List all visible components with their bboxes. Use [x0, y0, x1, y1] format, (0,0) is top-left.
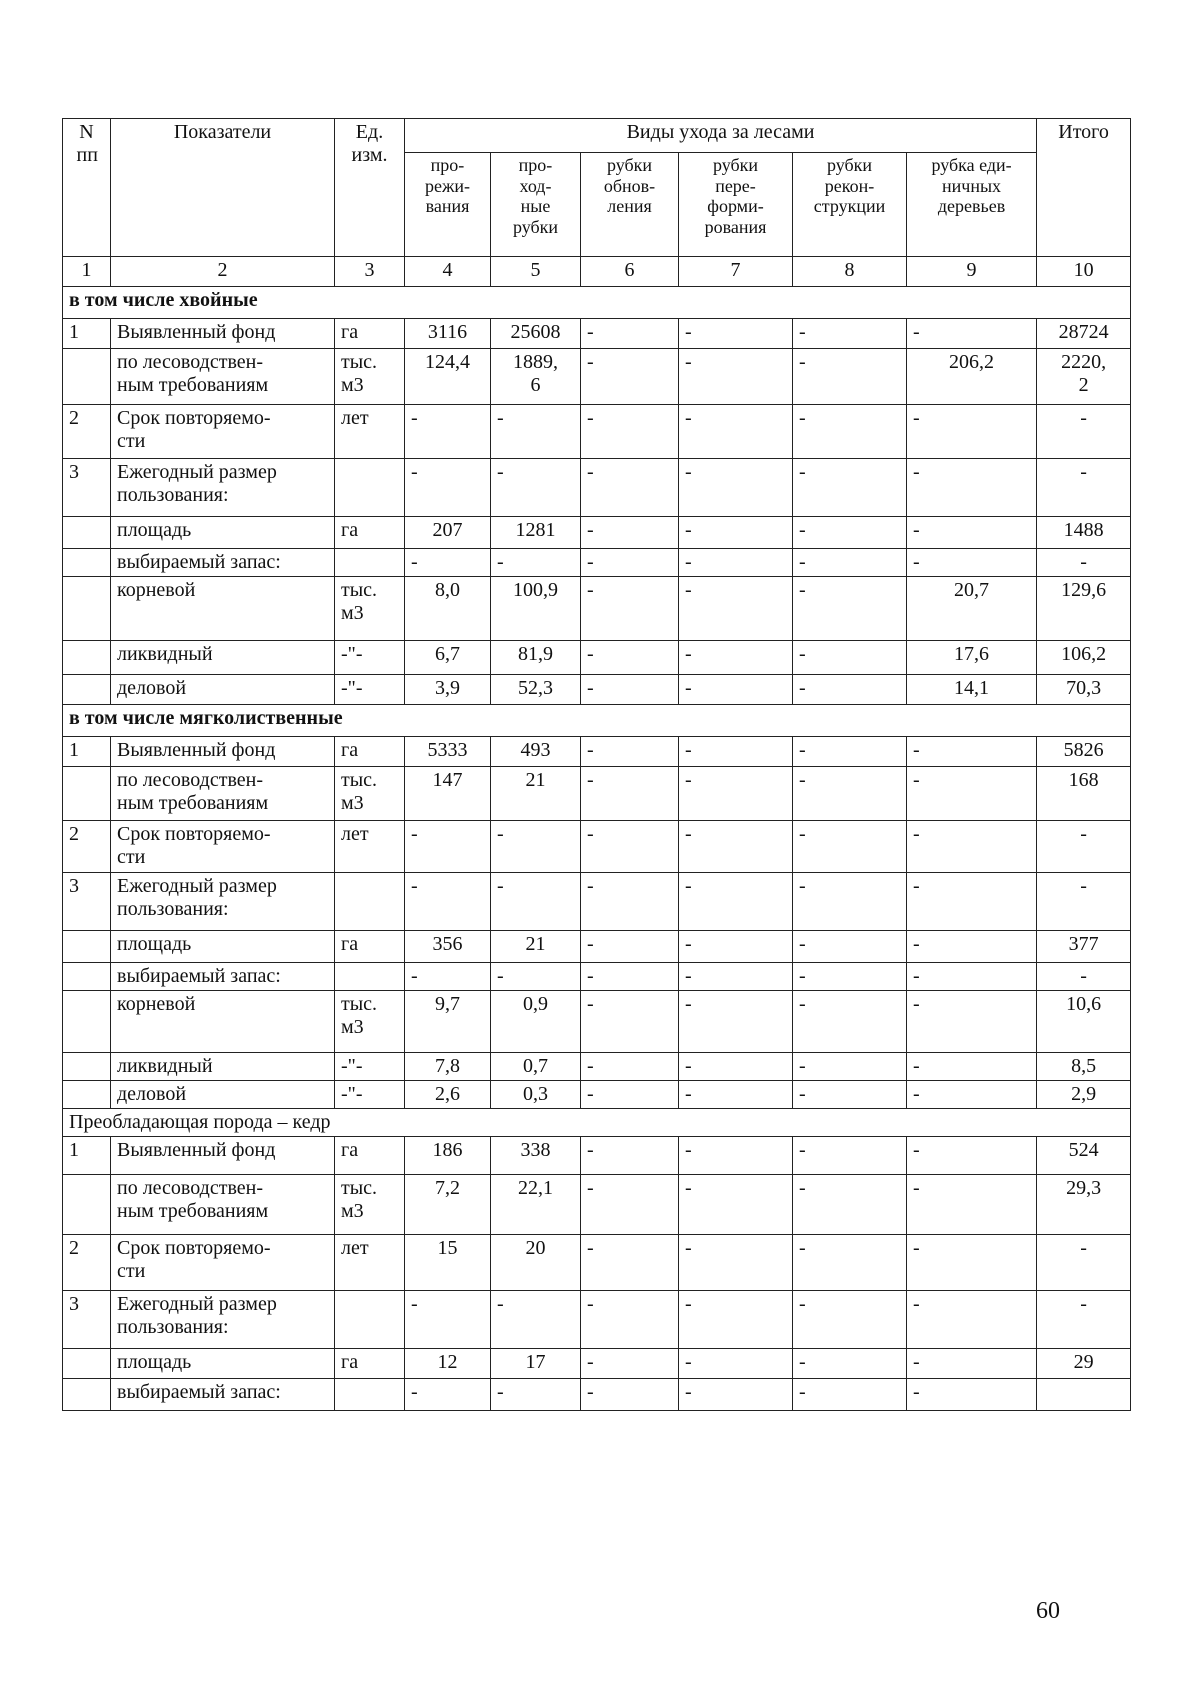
- row-label: выбираемый запас:: [111, 1379, 335, 1411]
- row-unit: га: [335, 737, 405, 767]
- row-value: -: [679, 577, 793, 641]
- column-numbers-row: [63, 257, 1131, 287]
- row-label: площадь: [111, 1349, 335, 1379]
- row-value: 17: [491, 1349, 581, 1379]
- row-label: ликвидный: [111, 1053, 335, 1081]
- row-value: -: [581, 821, 679, 873]
- row-total: 2220, 2: [1037, 349, 1131, 405]
- row-value: -: [907, 1349, 1037, 1379]
- row-total: -: [1037, 549, 1131, 577]
- row-unit: тыс. м3: [335, 991, 405, 1053]
- table-row: [63, 821, 1131, 873]
- row-value: -: [907, 319, 1037, 349]
- row-value: -: [679, 737, 793, 767]
- row-total: 1488: [1037, 517, 1131, 549]
- row-total: 377: [1037, 931, 1131, 963]
- row-value: -: [793, 1175, 907, 1235]
- row-value: -: [679, 1379, 793, 1411]
- row-value: -: [581, 767, 679, 821]
- row-value: -: [793, 931, 907, 963]
- row-unit: [335, 1379, 405, 1411]
- row-unit: [335, 1291, 405, 1349]
- row-total: 28724: [1037, 319, 1131, 349]
- table-row: [63, 767, 1131, 821]
- col-number: 1: [63, 257, 111, 287]
- row-total: 129,6: [1037, 577, 1131, 641]
- row-label: корневой: [111, 991, 335, 1053]
- row-value: -: [679, 349, 793, 405]
- row-value: -: [581, 1175, 679, 1235]
- row-unit: -"-: [335, 641, 405, 675]
- row-label: площадь: [111, 517, 335, 549]
- row-unit: лет: [335, 821, 405, 873]
- row-number: [63, 963, 111, 991]
- row-total: 106,2: [1037, 641, 1131, 675]
- row-number: 3: [63, 459, 111, 517]
- row-value: -: [581, 549, 679, 577]
- row-value: -: [907, 517, 1037, 549]
- row-value: -: [793, 1137, 907, 1175]
- section-title: Преобладающая порода – кедр: [63, 1109, 1131, 1137]
- row-total: -: [1037, 459, 1131, 517]
- row-value: -: [581, 1349, 679, 1379]
- row-value: -: [793, 873, 907, 931]
- row-value: -: [405, 1379, 491, 1411]
- row-value: -: [581, 319, 679, 349]
- col-number: 3: [335, 257, 405, 287]
- row-total: -: [1037, 873, 1131, 931]
- table-row: [63, 577, 1131, 641]
- row-total: 2,9: [1037, 1081, 1131, 1109]
- header-group-title: Виды ухода за лесами: [405, 119, 1037, 153]
- row-value: -: [907, 1137, 1037, 1175]
- row-number: 2: [63, 1235, 111, 1291]
- row-value: -: [907, 459, 1037, 517]
- table-row: [63, 1175, 1131, 1235]
- row-number: [63, 931, 111, 963]
- row-number: 3: [63, 1291, 111, 1349]
- row-value: 9,7: [405, 991, 491, 1053]
- row-value: -: [491, 549, 581, 577]
- header-col-4: про- режи- вания: [405, 153, 491, 257]
- row-value: -: [679, 821, 793, 873]
- row-value: 493: [491, 737, 581, 767]
- section-title-row: [63, 1109, 1131, 1137]
- row-value: 12: [405, 1349, 491, 1379]
- row-value: -: [907, 1235, 1037, 1291]
- row-total: 10,6: [1037, 991, 1131, 1053]
- row-value: 206,2: [907, 349, 1037, 405]
- row-total: 29: [1037, 1349, 1131, 1379]
- row-value: -: [405, 405, 491, 459]
- row-value: -: [581, 405, 679, 459]
- row-value: -: [907, 991, 1037, 1053]
- row-value: -: [679, 675, 793, 705]
- table-row: [63, 991, 1131, 1053]
- section-title-row: [63, 287, 1131, 319]
- row-number: 3: [63, 873, 111, 931]
- row-unit: га: [335, 1137, 405, 1175]
- row-value: 21: [491, 931, 581, 963]
- row-value: -: [405, 821, 491, 873]
- section-title: в том числе хвойные: [63, 287, 1131, 319]
- row-value: 81,9: [491, 641, 581, 675]
- row-value: -: [581, 577, 679, 641]
- row-value: 3116: [405, 319, 491, 349]
- row-value: -: [491, 873, 581, 931]
- row-value: -: [679, 459, 793, 517]
- table-row: [63, 1235, 1131, 1291]
- row-value: -: [793, 405, 907, 459]
- row-value: -: [581, 1081, 679, 1109]
- row-value: -: [907, 1175, 1037, 1235]
- row-total: 5826: [1037, 737, 1131, 767]
- row-value: -: [491, 405, 581, 459]
- row-value: -: [793, 1081, 907, 1109]
- row-label: площадь: [111, 931, 335, 963]
- col-number: 6: [581, 257, 679, 287]
- row-value: 338: [491, 1137, 581, 1175]
- row-value: -: [581, 517, 679, 549]
- row-value: -: [581, 675, 679, 705]
- table-row: [63, 1291, 1131, 1349]
- table-row: [63, 1137, 1131, 1175]
- row-value: -: [793, 1053, 907, 1081]
- row-number: [63, 517, 111, 549]
- col-number: 2: [111, 257, 335, 287]
- row-number: [63, 1081, 111, 1109]
- row-total: 29,3: [1037, 1175, 1131, 1235]
- row-number: 1: [63, 1137, 111, 1175]
- row-value: -: [793, 1379, 907, 1411]
- row-unit: [335, 873, 405, 931]
- row-value: -: [679, 1291, 793, 1349]
- row-value: -: [793, 577, 907, 641]
- row-value: -: [907, 737, 1037, 767]
- table-row: [63, 1053, 1131, 1081]
- table-row: [63, 873, 1131, 931]
- row-label: по лесоводствен- ным требованиям: [111, 767, 335, 821]
- row-value: -: [581, 931, 679, 963]
- row-number: [63, 1175, 111, 1235]
- row-value: 14,1: [907, 675, 1037, 705]
- table-row: [63, 963, 1131, 991]
- row-total: 70,3: [1037, 675, 1131, 705]
- row-value: -: [907, 1081, 1037, 1109]
- row-value: -: [793, 459, 907, 517]
- row-number: 2: [63, 405, 111, 459]
- row-value: -: [491, 459, 581, 517]
- row-value: -: [581, 1291, 679, 1349]
- row-value: 207: [405, 517, 491, 549]
- row-label: Ежегодный размер пользования:: [111, 459, 335, 517]
- row-value: -: [907, 1053, 1037, 1081]
- row-value: 6,7: [405, 641, 491, 675]
- row-value: 7,2: [405, 1175, 491, 1235]
- header-col-6: рубки обнов- ления: [581, 153, 679, 257]
- row-unit: [335, 549, 405, 577]
- row-unit: тыс. м3: [335, 349, 405, 405]
- row-value: -: [793, 675, 907, 705]
- table-row: [63, 641, 1131, 675]
- row-value: 7,8: [405, 1053, 491, 1081]
- row-total: -: [1037, 1235, 1131, 1291]
- row-number: [63, 641, 111, 675]
- row-total: 524: [1037, 1137, 1131, 1175]
- table-row: [63, 517, 1131, 549]
- row-value: -: [679, 873, 793, 931]
- row-total: -: [1037, 821, 1131, 873]
- row-label: корневой: [111, 577, 335, 641]
- table-row: [63, 931, 1131, 963]
- header-total: Итого: [1037, 119, 1131, 257]
- row-value: -: [907, 1291, 1037, 1349]
- row-number: [63, 349, 111, 405]
- col-number: 5: [491, 257, 581, 287]
- row-value: 1889, 6: [491, 349, 581, 405]
- header-unit: Ед. изм.: [335, 119, 405, 257]
- row-value: -: [581, 1235, 679, 1291]
- row-label: Ежегодный размер пользования:: [111, 1291, 335, 1349]
- row-value: -: [679, 1137, 793, 1175]
- row-value: 356: [405, 931, 491, 963]
- row-label: ликвидный: [111, 641, 335, 675]
- row-unit: тыс. м3: [335, 1175, 405, 1235]
- col-number: 10: [1037, 257, 1131, 287]
- row-value: -: [581, 1053, 679, 1081]
- table-row: [63, 459, 1131, 517]
- row-value: -: [491, 963, 581, 991]
- row-value: -: [793, 641, 907, 675]
- header-col-9: рубка еди- ничных деревьев: [907, 153, 1037, 257]
- row-total: -: [1037, 1291, 1131, 1349]
- table-row: [63, 1379, 1131, 1411]
- row-unit: га: [335, 1349, 405, 1379]
- row-value: -: [907, 1379, 1037, 1411]
- row-label: Срок повторяемо- сти: [111, 821, 335, 873]
- header-indicator: Показатели: [111, 119, 335, 257]
- row-label: Срок повторяемо- сти: [111, 1235, 335, 1291]
- row-value: -: [405, 1291, 491, 1349]
- row-value: -: [907, 873, 1037, 931]
- row-number: [63, 1349, 111, 1379]
- row-label: Выявленный фонд: [111, 319, 335, 349]
- section-title: в том числе мягколиственные: [63, 705, 1131, 737]
- row-label: по лесоводствен- ным требованиям: [111, 349, 335, 405]
- row-value: 124,4: [405, 349, 491, 405]
- row-value: -: [581, 873, 679, 931]
- row-total: -: [1037, 963, 1131, 991]
- row-value: -: [793, 549, 907, 577]
- row-value: -: [793, 1349, 907, 1379]
- header-no: N пп: [63, 119, 111, 257]
- row-label: выбираемый запас:: [111, 549, 335, 577]
- row-value: -: [907, 963, 1037, 991]
- row-value: -: [679, 319, 793, 349]
- row-label: выбираемый запас:: [111, 963, 335, 991]
- row-value: 52,3: [491, 675, 581, 705]
- row-value: -: [581, 349, 679, 405]
- row-label: Срок повторяемо- сти: [111, 405, 335, 459]
- row-value: 0,9: [491, 991, 581, 1053]
- col-number: 8: [793, 257, 907, 287]
- row-value: -: [793, 767, 907, 821]
- row-number: [63, 991, 111, 1053]
- row-value: 15: [405, 1235, 491, 1291]
- row-unit: -"-: [335, 1081, 405, 1109]
- row-unit: -"-: [335, 1053, 405, 1081]
- row-value: -: [491, 1291, 581, 1349]
- row-value: -: [405, 873, 491, 931]
- table-row: [63, 319, 1131, 349]
- forest-care-table: [62, 118, 1131, 1411]
- row-value: 22,1: [491, 1175, 581, 1235]
- header-col-7: рубки пере- форми- рования: [679, 153, 793, 257]
- row-value: 0,3: [491, 1081, 581, 1109]
- page-number: 60: [1036, 1598, 1060, 1624]
- row-value: -: [581, 991, 679, 1053]
- row-value: 20: [491, 1235, 581, 1291]
- row-value: -: [581, 1137, 679, 1175]
- row-value: -: [907, 405, 1037, 459]
- row-value: 147: [405, 767, 491, 821]
- row-value: -: [793, 821, 907, 873]
- row-unit: тыс. м3: [335, 767, 405, 821]
- table-row: [63, 675, 1131, 705]
- row-value: -: [679, 991, 793, 1053]
- row-value: 1281: [491, 517, 581, 549]
- row-value: -: [793, 349, 907, 405]
- row-value: -: [907, 549, 1037, 577]
- row-total: [1037, 1379, 1131, 1411]
- row-number: 1: [63, 319, 111, 349]
- row-total: 8,5: [1037, 1053, 1131, 1081]
- header-col-8: рубки рекон- струкции: [793, 153, 907, 257]
- row-value: 20,7: [907, 577, 1037, 641]
- row-value: -: [581, 459, 679, 517]
- table-row: [63, 549, 1131, 577]
- row-value: 0,7: [491, 1053, 581, 1081]
- row-value: 21: [491, 767, 581, 821]
- row-label: Выявленный фонд: [111, 737, 335, 767]
- row-value: -: [581, 1379, 679, 1411]
- row-label: деловой: [111, 1081, 335, 1109]
- row-value: -: [793, 319, 907, 349]
- row-value: -: [907, 931, 1037, 963]
- row-value: -: [679, 1175, 793, 1235]
- row-value: 100,9: [491, 577, 581, 641]
- row-value: -: [907, 767, 1037, 821]
- row-value: 2,6: [405, 1081, 491, 1109]
- row-number: [63, 767, 111, 821]
- header-col-5: про- ход- ные рубки: [491, 153, 581, 257]
- row-value: -: [679, 641, 793, 675]
- row-unit: [335, 459, 405, 517]
- row-value: 5333: [405, 737, 491, 767]
- table-row: [63, 405, 1131, 459]
- table-row: [63, 1349, 1131, 1379]
- row-value: -: [679, 1053, 793, 1081]
- row-value: 8,0: [405, 577, 491, 641]
- row-value: -: [679, 931, 793, 963]
- row-value: 3,9: [405, 675, 491, 705]
- row-unit: [335, 963, 405, 991]
- row-label: Ежегодный размер пользования:: [111, 873, 335, 931]
- row-value: -: [581, 963, 679, 991]
- row-unit: тыс. м3: [335, 577, 405, 641]
- row-value: -: [679, 1081, 793, 1109]
- row-label: Выявленный фонд: [111, 1137, 335, 1175]
- row-number: 1: [63, 737, 111, 767]
- row-number: [63, 1379, 111, 1411]
- row-value: -: [581, 641, 679, 675]
- row-value: 25608: [491, 319, 581, 349]
- row-value: -: [907, 821, 1037, 873]
- row-value: -: [793, 1235, 907, 1291]
- row-value: -: [491, 1379, 581, 1411]
- table-row: [63, 349, 1131, 405]
- row-unit: га: [335, 931, 405, 963]
- row-number: [63, 675, 111, 705]
- row-value: -: [405, 549, 491, 577]
- row-unit: -"-: [335, 675, 405, 705]
- table-row: [63, 737, 1131, 767]
- row-value: -: [405, 963, 491, 991]
- row-value: -: [793, 991, 907, 1053]
- row-value: -: [679, 517, 793, 549]
- row-value: -: [679, 549, 793, 577]
- row-value: -: [793, 1291, 907, 1349]
- row-unit: лет: [335, 405, 405, 459]
- row-total: 168: [1037, 767, 1131, 821]
- row-total: -: [1037, 405, 1131, 459]
- row-value: -: [679, 963, 793, 991]
- row-value: -: [793, 963, 907, 991]
- row-value: -: [679, 1349, 793, 1379]
- row-value: -: [793, 737, 907, 767]
- row-value: -: [491, 821, 581, 873]
- row-label: по лесоводствен- ным требованиям: [111, 1175, 335, 1235]
- col-number: 7: [679, 257, 793, 287]
- row-number: [63, 577, 111, 641]
- row-number: 2: [63, 821, 111, 873]
- table-row: [63, 1081, 1131, 1109]
- row-value: 186: [405, 1137, 491, 1175]
- row-number: [63, 1053, 111, 1081]
- row-number: [63, 549, 111, 577]
- col-number: 4: [405, 257, 491, 287]
- row-value: -: [679, 405, 793, 459]
- row-value: -: [581, 737, 679, 767]
- row-value: -: [793, 517, 907, 549]
- col-number: 9: [907, 257, 1037, 287]
- row-value: 17,6: [907, 641, 1037, 675]
- section-title-row: [63, 705, 1131, 737]
- row-unit: лет: [335, 1235, 405, 1291]
- row-value: -: [679, 1235, 793, 1291]
- row-value: -: [405, 459, 491, 517]
- row-unit: га: [335, 319, 405, 349]
- row-label: деловой: [111, 675, 335, 705]
- header-row-1: [63, 119, 1131, 153]
- row-value: -: [679, 767, 793, 821]
- row-unit: га: [335, 517, 405, 549]
